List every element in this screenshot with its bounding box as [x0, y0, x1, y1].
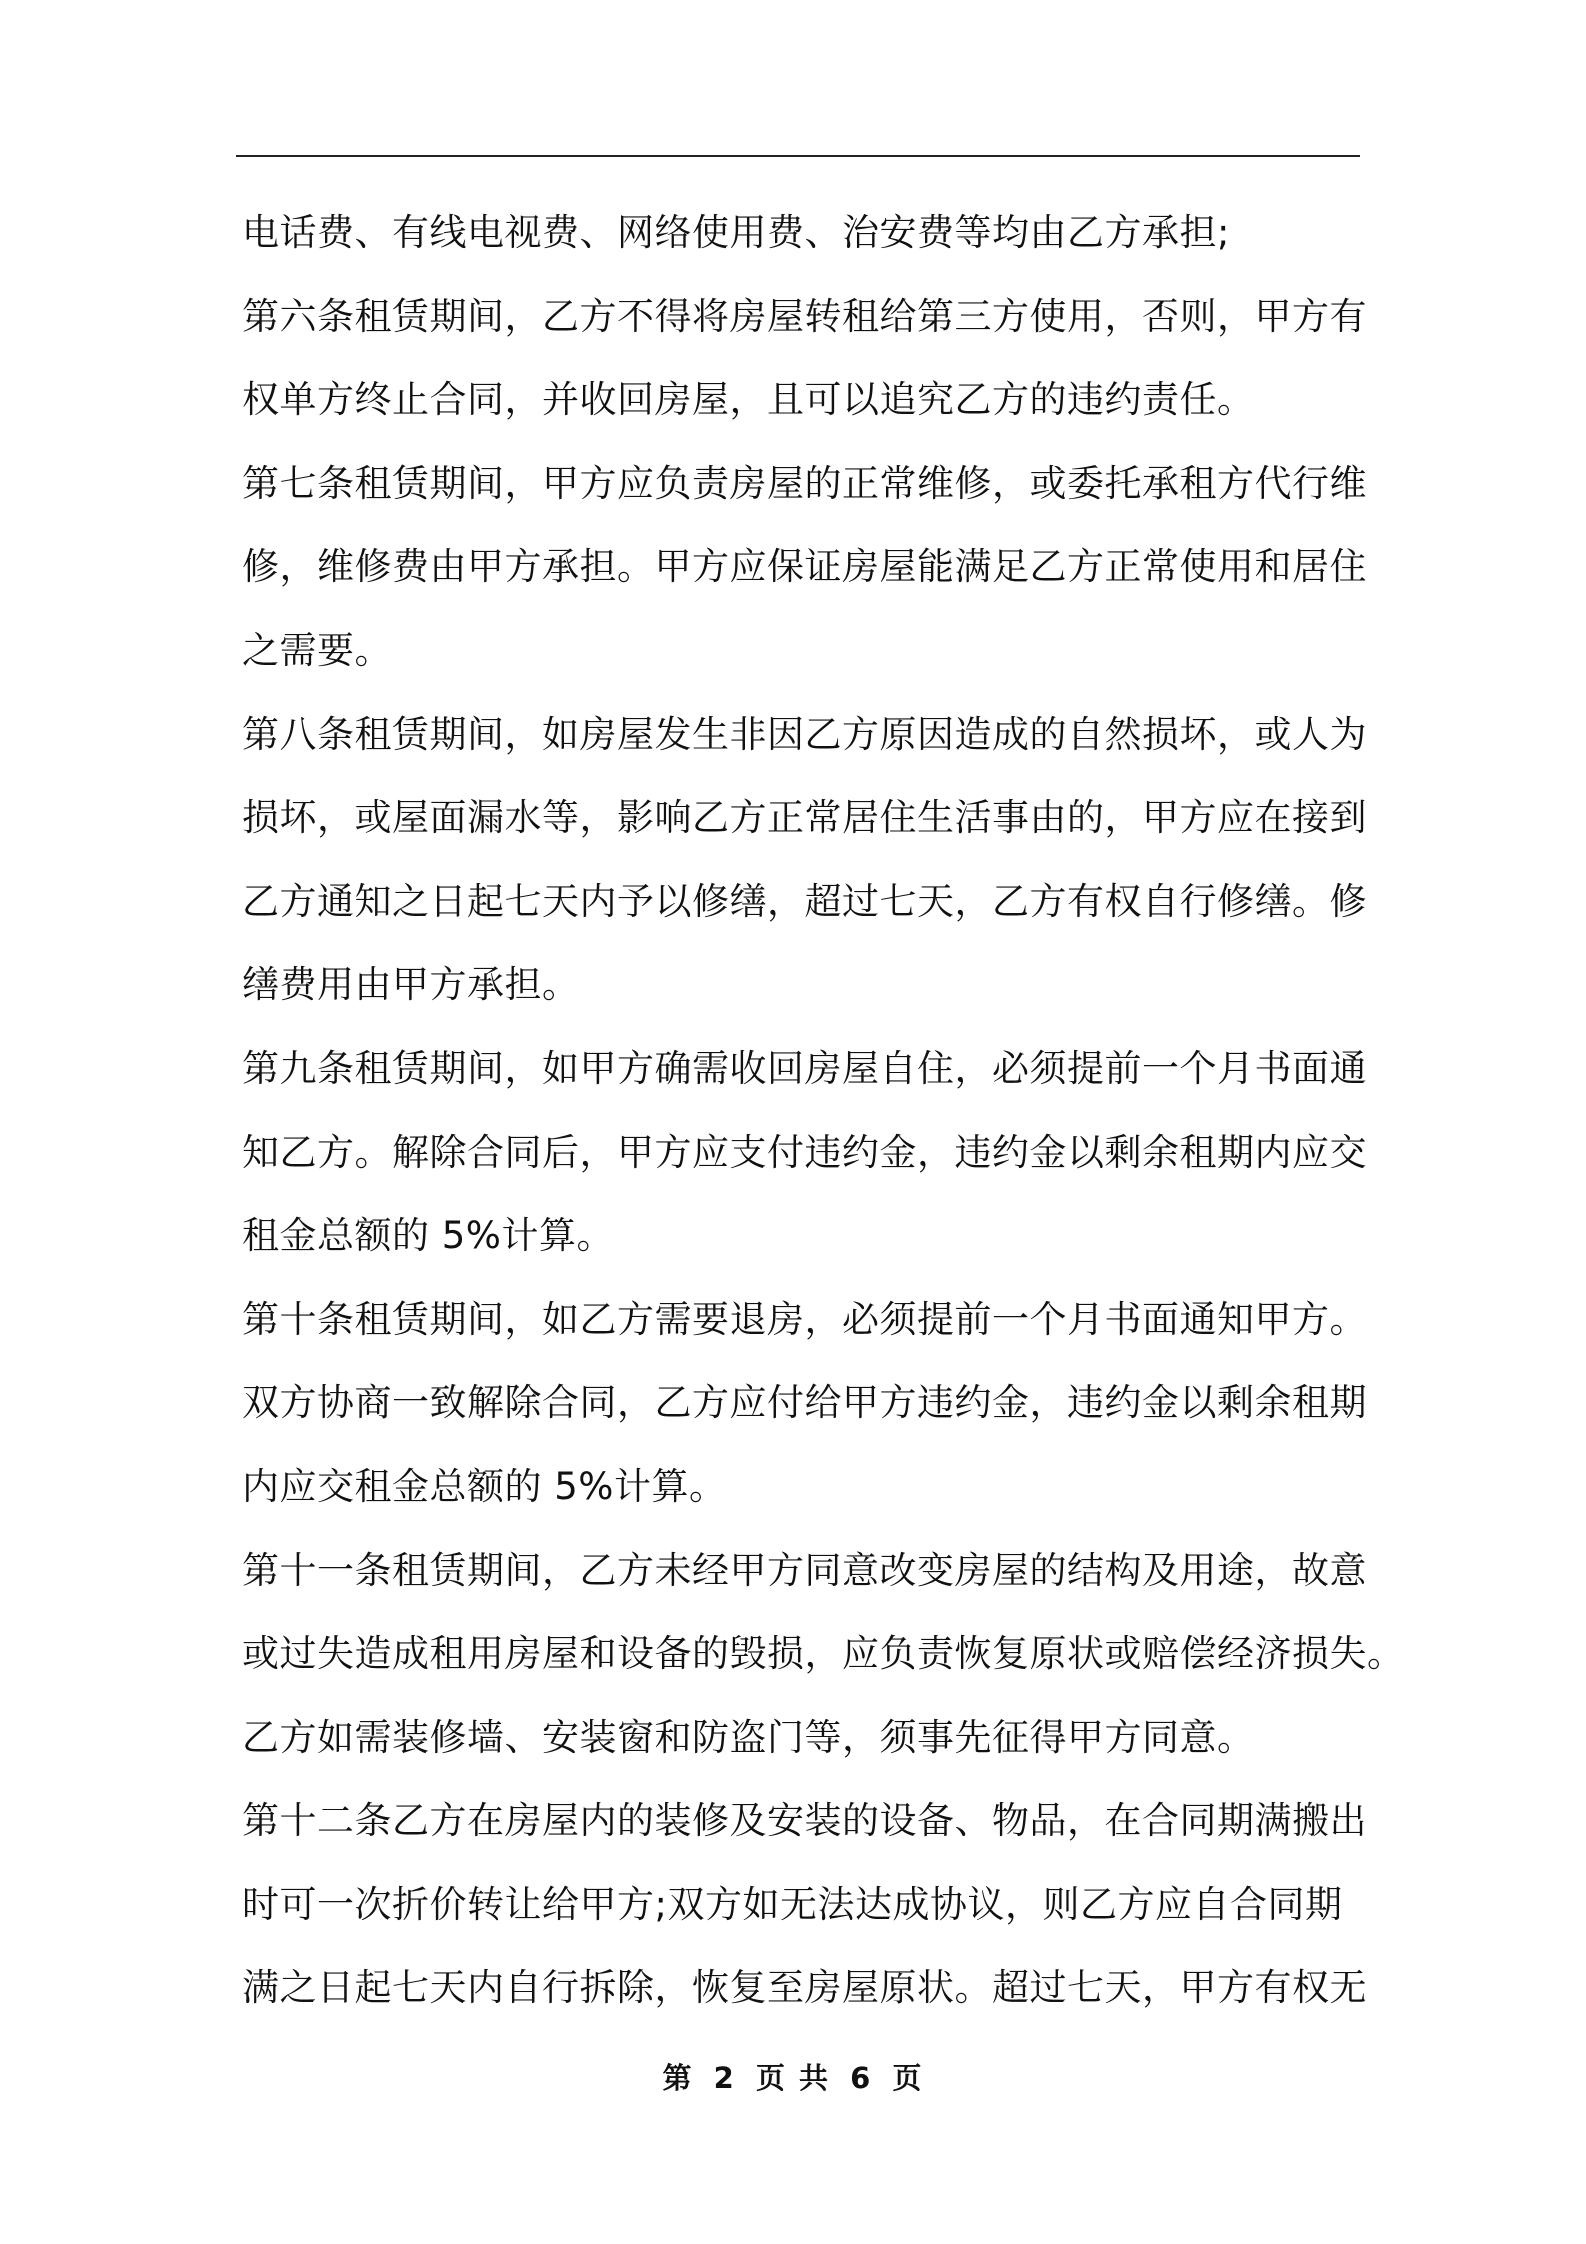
current-page-number: 2 [713, 2061, 736, 2095]
text-line: 时可一次折价转让给甲方;双方如无法达成协议，则乙方应自合同期 [242, 1882, 1343, 1926]
text-line: 之需要。 [242, 628, 392, 672]
text-line: 电话费、有线电视费、网络使用费、治安费等均由乙方承担; [242, 211, 1230, 254]
text-line: 第六条租赁期间，乙方不得将房屋转租给第三方使用，否则，甲方有 [242, 294, 1367, 338]
footer-prefix: 第 [662, 2061, 694, 2095]
header-rule [236, 155, 1360, 157]
text-line: 第七条租赁期间，甲方应负责房屋的正常维修，或委托承租方代行维 [242, 461, 1367, 505]
text-line: 第十二条乙方在房屋内的装修及安装的设备、物品，在合同期满搬出 [242, 1799, 1367, 1843]
text-line: 第九条租赁期间，如甲方确需收回房屋自住，必须提前一个月书面通 [242, 1046, 1367, 1090]
text-line: 满之日起七天内自行拆除，恢复至房屋原状。超过七天，甲方有权无 [242, 1966, 1367, 2010]
contract-body [242, 198, 1405, 2037]
text-line: 权单方终止合同，并收回房屋，且可以追究乙方的违约责任。 [242, 378, 1255, 422]
text-line: 租金总额的 5%计算。 [242, 1214, 614, 1258]
footer-middle: 页 共 [755, 2061, 831, 2095]
text-line: 缮费用由甲方承担。 [242, 963, 580, 1007]
text-line: 第十一条租赁期间，乙方未经甲方同意改变房屋的结构及用途，故意 [242, 1548, 1367, 1592]
total-page-count: 6 [850, 2061, 873, 2095]
text-line: 双方协商一致解除合同，乙方应付给甲方违约金，违约金以剩余租期 [242, 1381, 1367, 1425]
text-line: 修，维修费由甲方承担。甲方应保证房屋能满足乙方正常使用和居住 [242, 545, 1367, 589]
text-line: 内应交租金总额的 5%计算。 [242, 1464, 727, 1508]
text-line: 乙方如需装修墙、安装窗和防盗门等，须事先征得甲方同意。 [242, 1715, 1255, 1759]
text-line: 第十条租赁期间，如乙方需要退房，必须提前一个月书面通知甲方。 [242, 1297, 1367, 1341]
text-line: 知乙方。解除合同后，甲方应支付违约金，违约金以剩余租期内应交 [242, 1130, 1367, 1174]
text-line: 损坏，或屋面漏水等，影响乙方正常居住生活事由的，甲方应在接到 [242, 796, 1367, 840]
footer-suffix: 页 [892, 2061, 924, 2095]
text-line: 或过失造成租用房屋和设备的毁损，应负责恢复原状或赔偿经济损失。 [242, 1632, 1405, 1676]
text-line: 乙方通知之日起七天内予以修缮，超过七天，乙方有权自行修缮。修 [242, 879, 1367, 923]
page-footer [0, 2056, 1586, 2097]
text-line: 第八条租赁期间，如房屋发生非因乙方原因造成的自然损坏，或人为 [242, 712, 1367, 756]
